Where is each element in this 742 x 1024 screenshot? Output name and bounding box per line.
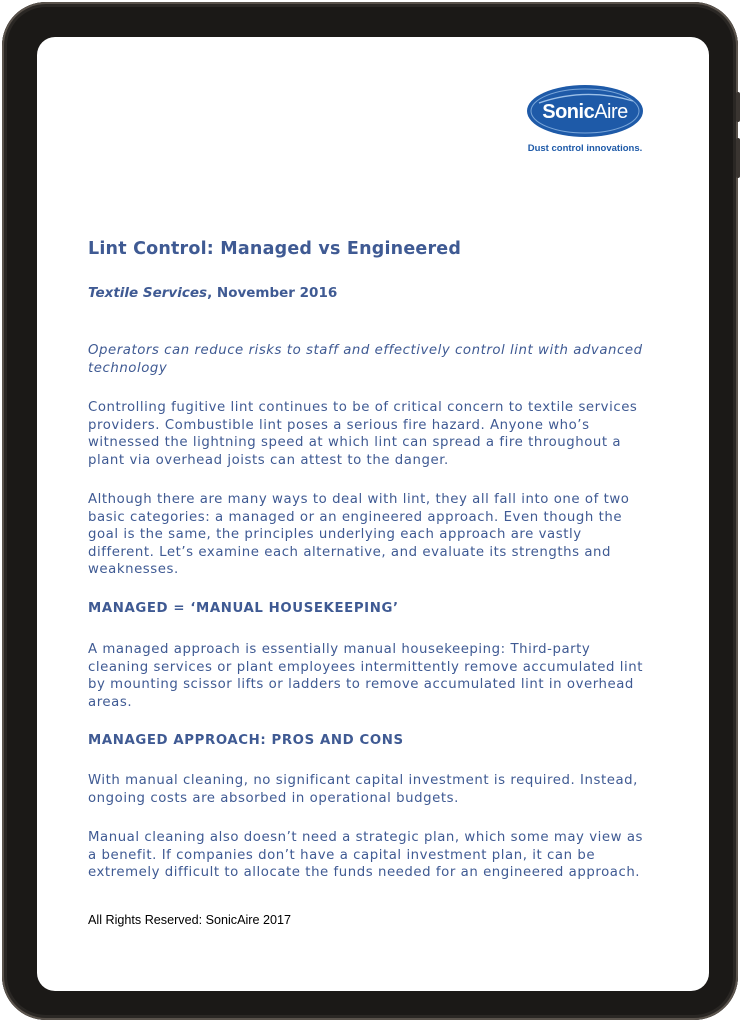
tablet-frame <box>2 2 738 1020</box>
publication-name: Textile Services <box>88 285 208 301</box>
article-paragraph-1: Controlling fugitive lint continues to be of critical concern to textile services providers. Combustible lint poses a serious fire hazard. Anyone who’s witnessed the lightning speed at which lint can spread a fire throughout a plant via overhead joists can attest to the danger. <box>88 400 638 468</box>
volume-button <box>736 92 740 122</box>
section-heading-pros-cons: MANAGED APPROACH: PROS AND CONS <box>88 733 404 748</box>
logo-brand-part2: Aire <box>594 101 628 123</box>
logo-tagline: Dust control innovations. <box>527 143 643 154</box>
section-heading-managed: MANAGED = ‘MANUAL HOUSEKEEPING’ <box>88 601 399 616</box>
side-button <box>736 138 740 178</box>
publication-date: , November 2016 <box>207 285 338 301</box>
article-title: Lint Control: Managed vs Engineered <box>88 239 462 259</box>
article-paragraph-2: Although there are many ways to deal with lint, they all fall into one of two basic categories: a managed or an engineered approach. Even though the goal is the same, the principles underlying each approach are vastly different. Let’s examine each alternative, and evaluate its strengths and weaknesses. <box>88 492 630 578</box>
screen <box>37 37 709 991</box>
article-paragraph-5: Manual cleaning also doesn’t need a strategic plan, which some may view as a benefit. If companies don’t have a capital investment plan, it can be extremely difficult to allocate the funds needed for an engineered approach. <box>88 830 644 881</box>
article-lead: Operators can reduce risks to staff and effectively control lint with advanced technology <box>88 343 643 376</box>
article-paragraph-3: A managed approach is essentially manual housekeeping: Third-party cleaning services or plant employees intermittently remove accumulated lint by mounting scissor lifts or ladders to remove accumulated lint in overhead areas. <box>88 642 644 710</box>
article-paragraph-4: With manual cleaning, no significant capital investment is required. Instead, ongoing costs are absorbed in operational budgets. <box>88 773 638 806</box>
sonicaire-logo <box>525 81 647 159</box>
article-byline <box>88 285 337 301</box>
svg-text:SonicAire <box>542 101 628 123</box>
footer-copyright: All Rights Reserved: SonicAire 2017 <box>88 913 292 927</box>
logo-brand-part1: Sonic <box>542 101 595 123</box>
